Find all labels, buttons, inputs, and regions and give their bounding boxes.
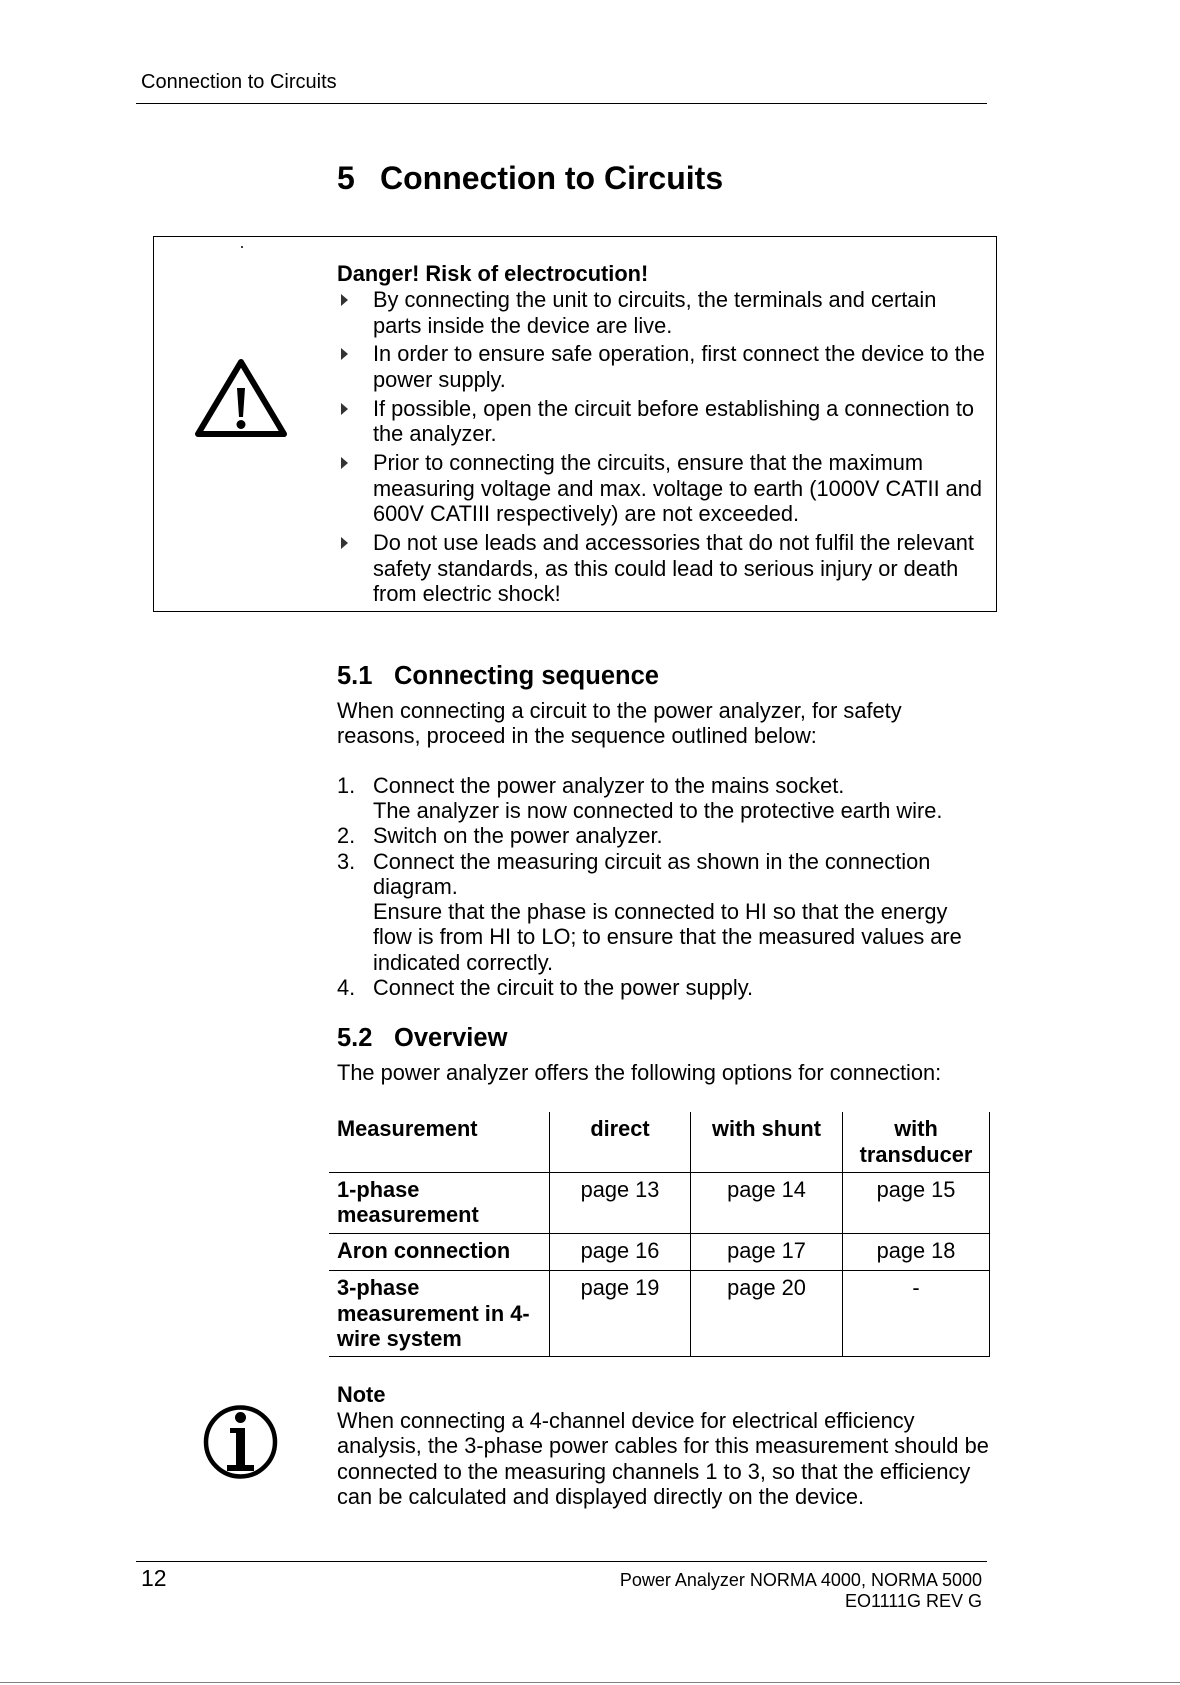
- connection-options-table: [329, 1112, 990, 1357]
- section-5-2-number: 5.2: [337, 1024, 373, 1052]
- measurement-line: 3-phase: [337, 1275, 420, 1301]
- step-line: Connect the measuring circuit as shown in the connection: [373, 848, 931, 874]
- bullet-arrow-icon: [341, 403, 348, 415]
- info-icon: [200, 1402, 280, 1482]
- section-5-2-title: Overview: [394, 1024, 508, 1052]
- page-reference: page 13: [580, 1176, 660, 1202]
- page-reference: page 17: [727, 1237, 806, 1263]
- danger-bullet-item: [337, 396, 985, 447]
- section-5-1-title: Connecting sequence: [394, 662, 659, 690]
- page-edge-line: [0, 1682, 1180, 1683]
- section-5-1-number: 5.1: [337, 662, 373, 690]
- danger-title: Danger! Risk of electrocution!: [337, 261, 649, 287]
- danger-bullet-line: measuring voltage and max. voltage to earth (1000V CATII and: [373, 475, 983, 501]
- table-cell-direct: [550, 1271, 691, 1357]
- table-cell-measurement: [329, 1234, 550, 1272]
- step-line: flow is from HI to LO; to ensure that the measured values are: [373, 924, 962, 950]
- step-number: 1.: [337, 772, 356, 798]
- footer-rule: [136, 1561, 987, 1562]
- table-cell-direct: [550, 1234, 691, 1272]
- table-cell-with-transducer: [843, 1271, 990, 1357]
- chapter-number: 5: [337, 160, 355, 196]
- note-block: [337, 1382, 989, 1510]
- danger-bullet-line: safety standards, as this could lead to serious injury or death: [373, 555, 959, 581]
- intro-line: When connecting a circuit to the power analyzer, for safety: [337, 697, 902, 723]
- connecting-steps-list: [337, 773, 962, 1000]
- note-line: connected to the measuring channels 1 to 3, so that the efficiency: [337, 1458, 971, 1484]
- measurement-line: measurement in 4-: [337, 1300, 530, 1326]
- page-number: 12: [141, 1565, 167, 1591]
- note-line: analysis, the 3-phase power cables for this measurement should be: [337, 1433, 989, 1459]
- stray-dot: [241, 246, 243, 248]
- chapter-title: Connection to Circuits: [380, 160, 724, 196]
- step-number: 3.: [337, 848, 356, 874]
- table-cell-with-transducer: [843, 1173, 990, 1234]
- step-line: Connect the circuit to the power supply.: [373, 974, 754, 1000]
- measurement-line: 1-phase: [337, 1176, 420, 1202]
- page-reference: page 20: [727, 1275, 806, 1301]
- table-cell-measurement: [329, 1271, 550, 1357]
- page-reference: page 15: [876, 1176, 956, 1202]
- table-header-direct: [550, 1112, 691, 1173]
- danger-bullet-item: [337, 341, 985, 392]
- step-item: [337, 849, 962, 975]
- table-cell-with-transducer: [843, 1234, 990, 1272]
- note-line: When connecting a 4-channel device for electrical efficiency: [337, 1407, 915, 1433]
- table-cell-with-shunt: [691, 1234, 843, 1272]
- table-header-with-transducer: [843, 1112, 990, 1173]
- intro-line: The power analyzer offers the following options for connection:: [337, 1059, 942, 1085]
- footer-product: Power Analyzer NORMA 4000, NORMA 5000: [619, 1569, 982, 1590]
- step-number: 4.: [337, 974, 356, 1000]
- table-header-label: transducer: [859, 1141, 973, 1167]
- page-reference: page 19: [580, 1275, 660, 1301]
- step-line: Ensure that the phase is connected to HI so that the energy: [373, 899, 948, 925]
- note-line: can be calculated and displayed directly on the device.: [337, 1484, 865, 1510]
- table-cell-with-shunt: [691, 1173, 843, 1234]
- danger-bullet-line: from electric shock!: [373, 581, 561, 607]
- table-header-with-shunt: [691, 1112, 843, 1173]
- danger-bullet-line: parts inside the device are live.: [373, 312, 673, 338]
- measurement-line: Aron connection: [337, 1237, 511, 1263]
- page-reference: page 18: [876, 1237, 956, 1263]
- step-line: diagram.: [373, 873, 458, 899]
- page-reference: -: [912, 1275, 920, 1301]
- danger-bullet-line: By connecting the unit to circuits, the terminals and certain: [373, 287, 937, 312]
- header-rule: [136, 103, 987, 104]
- table-header-label: with: [894, 1116, 938, 1141]
- step-number: 2.: [337, 823, 356, 849]
- danger-bullet-line: power supply.: [373, 366, 506, 392]
- table-header-label: direct: [590, 1116, 650, 1141]
- bullet-arrow-icon: [341, 294, 348, 306]
- running-header: Connection to Circuits: [141, 71, 337, 93]
- danger-bullet-item: [337, 287, 985, 338]
- step-item: [337, 773, 962, 824]
- step-line: indicated correctly.: [373, 949, 554, 975]
- section-5-1-intro: [337, 698, 902, 749]
- bullet-arrow-icon: [341, 537, 348, 549]
- table-cell-measurement: [329, 1173, 550, 1234]
- danger-bullet-item: [337, 450, 985, 527]
- danger-bullet-list: [337, 287, 985, 607]
- step-line: The analyzer is now connected to the protective earth wire.: [373, 798, 943, 824]
- step-item: [337, 823, 962, 848]
- danger-bullet-line: the analyzer.: [373, 421, 497, 447]
- table-cell-with-shunt: [691, 1271, 843, 1357]
- bullet-arrow-icon: [341, 457, 348, 469]
- intro-line: reasons, proceed in the sequence outlined below:: [337, 723, 817, 749]
- table-header-label: with shunt: [712, 1116, 821, 1141]
- section-5-2-intro: [337, 1060, 941, 1086]
- table-header-measurement: [329, 1112, 550, 1173]
- danger-bullet-item: [337, 530, 985, 607]
- warning-triangle-icon: [193, 354, 289, 440]
- danger-bullet-line: Prior to connecting the circuits, ensure that the maximum: [373, 450, 924, 476]
- footer-document-id: EO1111G REV G: [844, 1590, 982, 1611]
- danger-bullet-line: Do not use leads and accessories that do not fulfil the relevant: [373, 530, 974, 556]
- measurement-line: wire system: [337, 1326, 462, 1352]
- bullet-arrow-icon: [341, 348, 348, 360]
- table-cell-direct: [550, 1173, 691, 1234]
- measurement-line: measurement: [337, 1202, 479, 1227]
- danger-bullet-line: If possible, open the circuit before establishing a connection to: [373, 395, 975, 421]
- table-header-label: Measurement: [337, 1116, 478, 1141]
- note-title: Note: [337, 1382, 386, 1408]
- page-reference: page 16: [580, 1237, 660, 1263]
- step-line: Connect the power analyzer to the mains socket.: [373, 772, 845, 798]
- page-reference: page 14: [727, 1176, 806, 1202]
- step-line: Switch on the power analyzer.: [373, 823, 663, 849]
- danger-bullet-line: In order to ensure safe operation, first connect the device to the: [373, 341, 985, 367]
- step-item: [337, 975, 962, 1000]
- danger-bullet-line: 600V CATIII respectively) are not exceeded.: [373, 501, 800, 527]
